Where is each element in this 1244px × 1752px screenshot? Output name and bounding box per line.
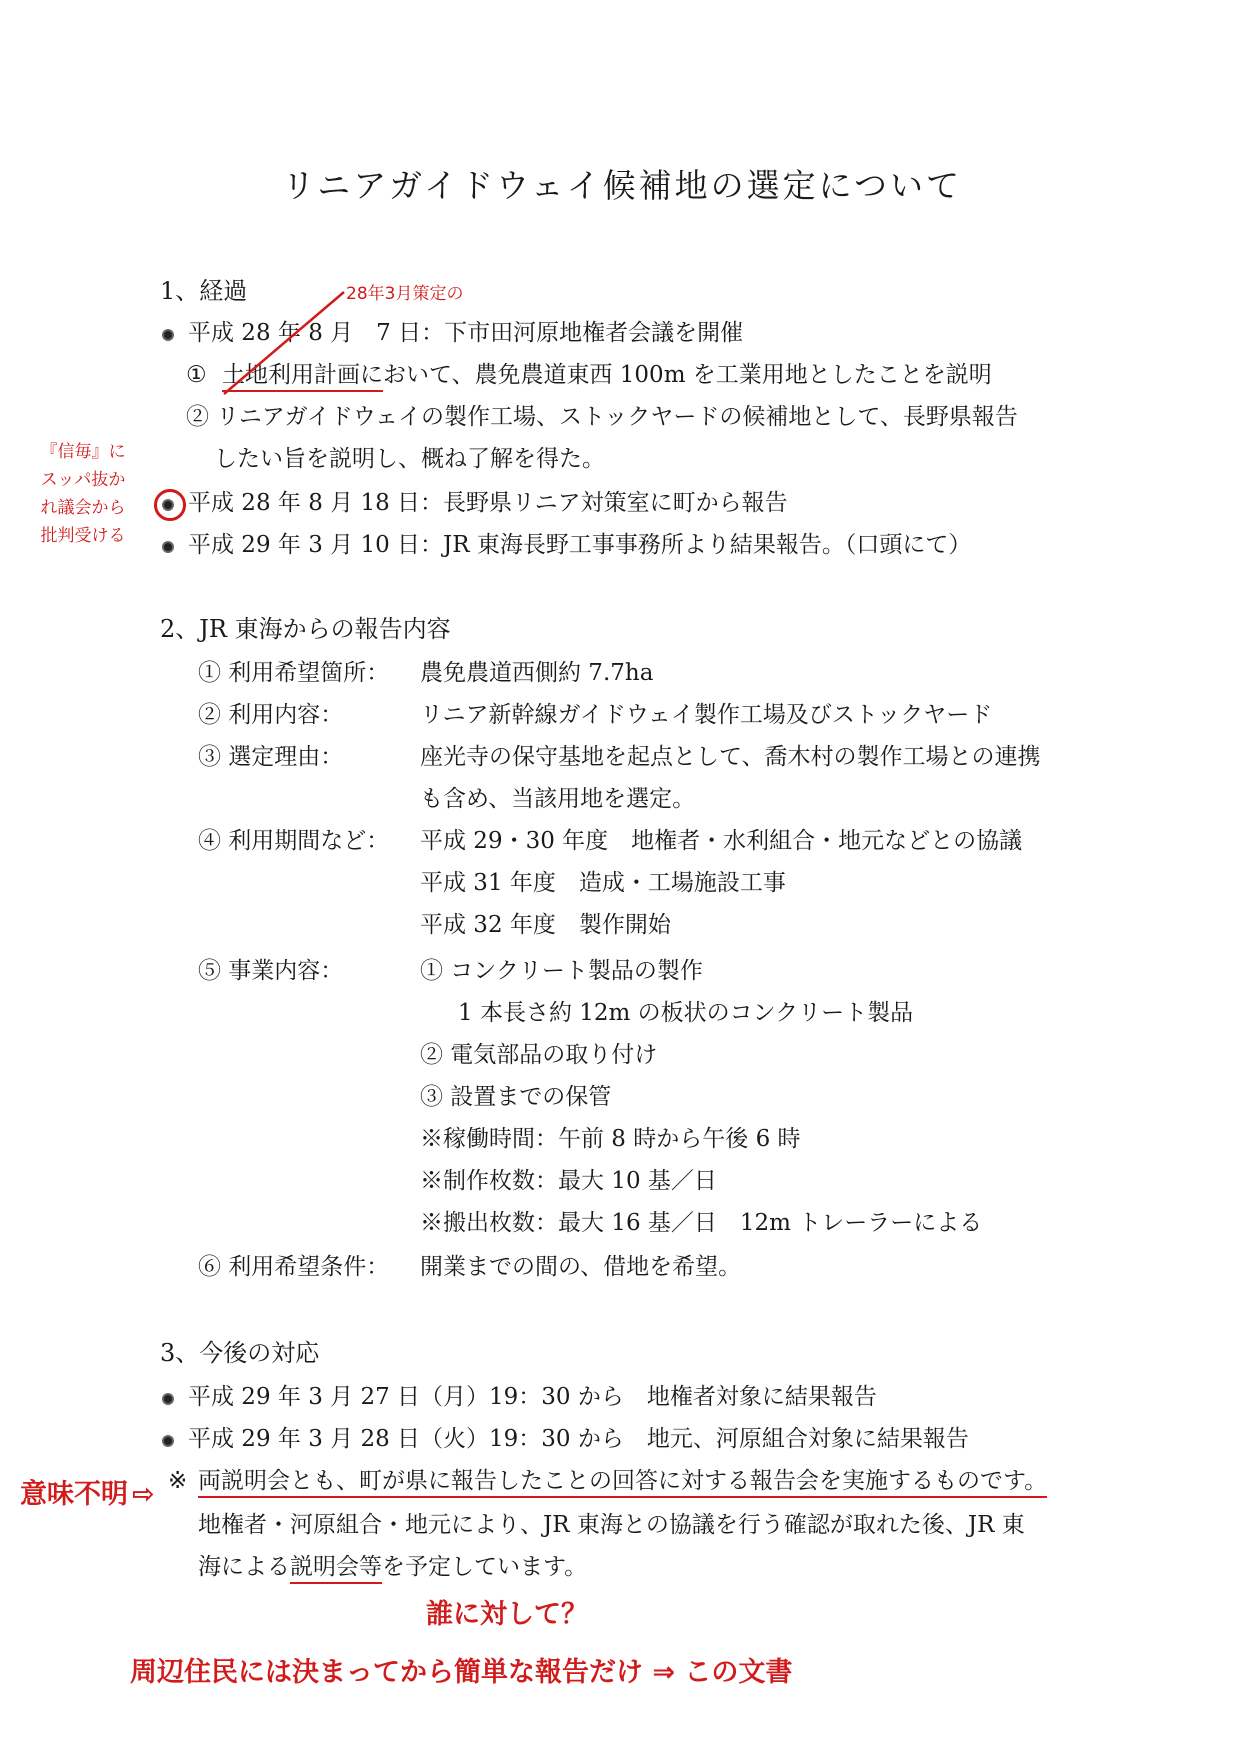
unclear-label: 意味不明 <box>20 1479 128 1510</box>
section1-heading: 1、経過 <box>160 277 248 305</box>
row6-label: ⑥ 利用希望条件： <box>198 1254 390 1280</box>
underlined-briefings: 説明会等 <box>290 1554 382 1584</box>
to-whom-annotation: 誰に対して？ <box>426 1599 588 1630</box>
row5-label: ⑤ 事業内容： <box>198 958 344 984</box>
row3-value-1: 座光寺の保守基地を起点として、喬木村の製作工場との連携 <box>420 744 1041 770</box>
insert-stroke <box>224 292 344 394</box>
row2-value: リニア新幹線ガイドウェイ製作工場及びストックヤード <box>420 702 993 728</box>
section2-heading: 2、JR 東海からの報告内容 <box>160 615 451 643</box>
underlined-note: 両説明会とも、町が県に報告したことの回答に対する報告会を実施するものです。 <box>198 1468 1047 1498</box>
row5-value-3: ② 電気部品の取り付け <box>420 1042 658 1068</box>
section3-note-mark: ※ <box>168 1468 188 1494</box>
document-title: リニアガイドウェイ候補地の選定について <box>281 166 963 205</box>
row5-note-2: ※制作枚数：最大 10 基／日 <box>420 1168 717 1194</box>
row3-value-2: も含め、当該用地を選定。 <box>420 786 696 812</box>
side-note-line: れ議会から <box>40 498 126 518</box>
section3-note-line2: 地権者・河原組合・地元により、JR 東海との協議を行う確認が取れた後、JR 東 <box>198 1512 1025 1538</box>
row3-label: ③ 選定理由： <box>198 744 344 770</box>
row4-value-3: 平成 32 年度 製作開始 <box>420 912 671 938</box>
row4-value-2: 平成 31 年度 造成・工場施設工事 <box>420 870 786 896</box>
note-line3-pre: 海による <box>198 1554 290 1580</box>
side-note-line: スッパ抜か <box>40 470 126 490</box>
conclusion-annotation: 周辺住民には決まってから簡単な報告だけ ⇒ この文書 <box>130 1657 793 1688</box>
row1-label: ① 利用希望箇所： <box>198 660 390 686</box>
section3-heading: 3、今後の対応 <box>160 1339 320 1367</box>
row5-value-1: ① コンクリート製品の製作 <box>420 958 703 984</box>
section1-bullet-2: 平成 28 年 8 月 18 日：長野県リニア対策室に町から報告 <box>188 490 788 516</box>
arrow-right-icon: ⇨ <box>132 1479 155 1510</box>
section3-bullet-1: 平成 29 年 3 月 27 日（月）19：30 から 地権者対象に結果報告 <box>188 1384 877 1410</box>
underlined-land-plan: 土地利用計画に <box>222 362 383 392</box>
section3-bullet-2: 平成 29 年 3 月 28 日（火）19：30 から 地元、河原組合対象に結果報告 <box>188 1426 969 1452</box>
side-note-line: 『信毎』に <box>40 442 126 462</box>
row2-label: ② 利用内容： <box>198 702 344 728</box>
side-note-line: 批判受ける <box>40 526 126 546</box>
section1-item-2-line1: ② リニアガイドウェイの製作工場、ストックヤードの候補地として、長野県報告 <box>186 404 1018 430</box>
row4-value-1: 平成 29・30 年度 地権者・水利組合・地元などとの協議 <box>420 828 1023 854</box>
row5-note-1: ※稼働時間：午前 8 時から午後 6 時 <box>420 1126 801 1152</box>
row6-value: 開業までの間の、借地を希望。 <box>420 1254 742 1280</box>
row1-value: 農免農道西側約 7.7ha <box>420 660 654 686</box>
row4-label: ④ 利用期間など： <box>198 828 390 854</box>
row5-note-3: ※搬出枚数：最大 16 基／日 12m トレーラーによる <box>420 1210 983 1236</box>
row5-value-2: 1 本長さ約 12m の板状のコンクリート製品 <box>458 1000 914 1026</box>
unclear-annotation <box>20 1472 155 1511</box>
item-number: ① <box>186 362 207 388</box>
section1-item-2-line2: したい旨を説明し、概ね了解を得た。 <box>214 446 605 472</box>
note-line3-post: を予定しています。 <box>382 1554 588 1580</box>
side-note <box>18 438 148 550</box>
row5-value-4: ③ 設置までの保管 <box>420 1084 612 1110</box>
section1-bullet-3: 平成 29 年 3 月 10 日：JR 東海長野工事事務所より結果報告。（口頭にて） <box>188 532 972 558</box>
section1-bullet-1: 平成 28 年 8 月 7 日：下市田河原地権者会議を開催 <box>188 320 744 346</box>
insert-note: 28年3月策定の <box>346 284 464 304</box>
item-1-rest: おいて、農免農道東西 100m を工業用地としたことを説明 <box>382 362 992 388</box>
